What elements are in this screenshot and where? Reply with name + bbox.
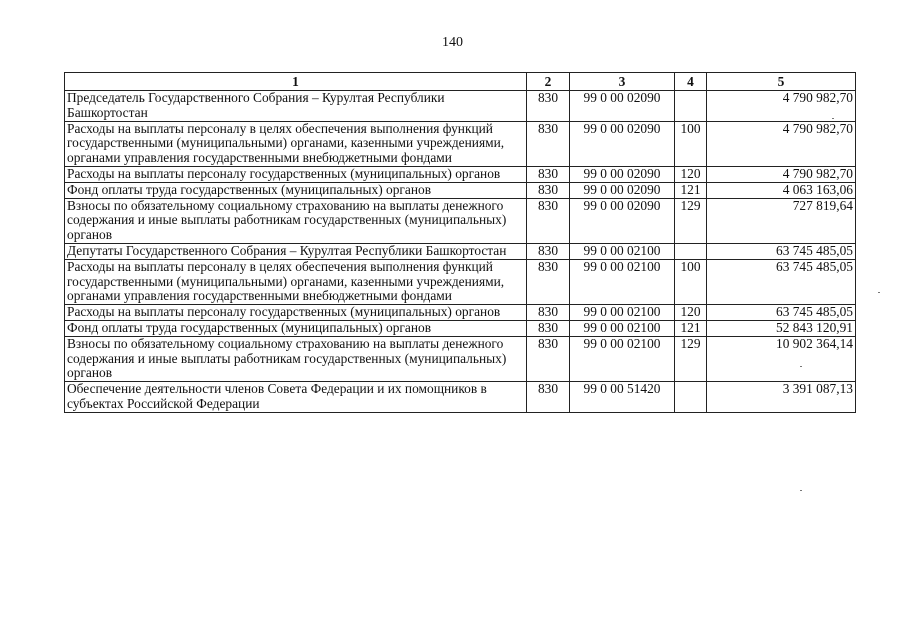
row-code-3: 99 0 00 02090 — [570, 198, 675, 243]
row-amount: 10 902 364,14 — [707, 336, 856, 381]
row-code-3: 99 0 00 02090 — [570, 166, 675, 182]
row-code-4: 100 — [675, 259, 707, 304]
row-code-4: 100 — [675, 121, 707, 166]
row-amount: 4 063 163,06 — [707, 182, 856, 198]
header-col-4: 4 — [675, 73, 707, 91]
row-code-4: 120 — [675, 166, 707, 182]
row-name: Фонд оплаты труда государственных (муниципальных) органов — [65, 182, 527, 198]
row-name: Расходы на выплаты персоналу в целях обеспечения выполнения функций государственными (муниципальными) органами, казенными учреждениями, органами управления государственными внебюджетными фондами — [65, 121, 527, 166]
row-code-2: 830 — [527, 121, 570, 166]
row-code-3: 99 0 00 02100 — [570, 305, 675, 321]
header-col-5: 5 — [707, 73, 856, 91]
budget-table — [64, 72, 856, 413]
table-row — [65, 121, 856, 166]
row-code-2: 830 — [527, 182, 570, 198]
table-row — [65, 320, 856, 336]
table-row — [65, 91, 856, 122]
table-row — [65, 336, 856, 381]
table-row — [65, 382, 856, 413]
row-code-4: 129 — [675, 336, 707, 381]
row-amount: 4 790 982,70 — [707, 166, 856, 182]
row-code-2: 830 — [527, 382, 570, 413]
row-code-4: 121 — [675, 182, 707, 198]
table-row — [65, 198, 856, 243]
row-code-4 — [675, 91, 707, 122]
row-code-2: 830 — [527, 336, 570, 381]
row-code-2: 830 — [527, 243, 570, 259]
scan-speck — [832, 118, 834, 119]
table-row — [65, 259, 856, 304]
row-name: Фонд оплаты труда государственных (муниципальных) органов — [65, 320, 527, 336]
row-amount: 52 843 120,91 — [707, 320, 856, 336]
row-code-4 — [675, 243, 707, 259]
table-row — [65, 182, 856, 198]
header-col-3: 3 — [570, 73, 675, 91]
header-row — [65, 73, 856, 91]
row-name: Председатель Государственного Собрания – Курултая Республики Башкортостан — [65, 91, 527, 122]
row-code-2: 830 — [527, 259, 570, 304]
row-code-3: 99 0 00 02090 — [570, 182, 675, 198]
scan-speck — [800, 490, 802, 491]
row-code-3: 99 0 00 02090 — [570, 121, 675, 166]
row-name: Обеспечение деятельности членов Совета Федерации и их помощников в субъектах Российской Федерации — [65, 382, 527, 413]
row-code-3: 99 0 00 02100 — [570, 259, 675, 304]
row-code-4 — [675, 382, 707, 413]
row-code-2: 830 — [527, 320, 570, 336]
row-code-2: 830 — [527, 91, 570, 122]
header-col-2: 2 — [527, 73, 570, 91]
row-code-3: 99 0 00 51420 — [570, 382, 675, 413]
row-code-3: 99 0 00 02090 — [570, 91, 675, 122]
row-name: Взносы по обязательному социальному страхованию на выплаты денежного содержания и иные выплаты работникам государственных (муниципальных) органов — [65, 336, 527, 381]
row-name: Расходы на выплаты персоналу в целях обеспечения выполнения функций государственными (муниципальными) органами, казенными учреждениями, органами управления государственными внебюджетными фондами — [65, 259, 527, 304]
row-code-2: 830 — [527, 305, 570, 321]
scan-speck — [800, 366, 802, 367]
header-col-1: 1 — [65, 73, 527, 91]
row-name: Взносы по обязательному социальному страхованию на выплаты денежного содержания и иные выплаты работникам государственных (муниципальных) органов — [65, 198, 527, 243]
row-amount: 63 745 485,05 — [707, 243, 856, 259]
page-number: 140 — [442, 35, 463, 50]
row-amount: 727 819,64 — [707, 198, 856, 243]
row-amount: 63 745 485,05 — [707, 259, 856, 304]
table-row — [65, 243, 856, 259]
row-amount: 63 745 485,05 — [707, 305, 856, 321]
scan-speck — [878, 292, 880, 293]
row-code-3: 99 0 00 02100 — [570, 320, 675, 336]
row-name: Расходы на выплаты персоналу государственных (муниципальных) органов — [65, 166, 527, 182]
row-amount: 4 790 982,70 — [707, 91, 856, 122]
row-amount: 3 391 087,13 — [707, 382, 856, 413]
row-amount: 4 790 982,70 — [707, 121, 856, 166]
row-code-4: 121 — [675, 320, 707, 336]
row-name: Расходы на выплаты персоналу государственных (муниципальных) органов — [65, 305, 527, 321]
row-code-4: 129 — [675, 198, 707, 243]
table-row — [65, 305, 856, 321]
row-code-4: 120 — [675, 305, 707, 321]
row-code-3: 99 0 00 02100 — [570, 243, 675, 259]
table-row — [65, 166, 856, 182]
row-code-2: 830 — [527, 198, 570, 243]
row-code-3: 99 0 00 02100 — [570, 336, 675, 381]
row-name: Депутаты Государственного Собрания – Курултая Республики Башкортостан — [65, 243, 527, 259]
row-code-2: 830 — [527, 166, 570, 182]
